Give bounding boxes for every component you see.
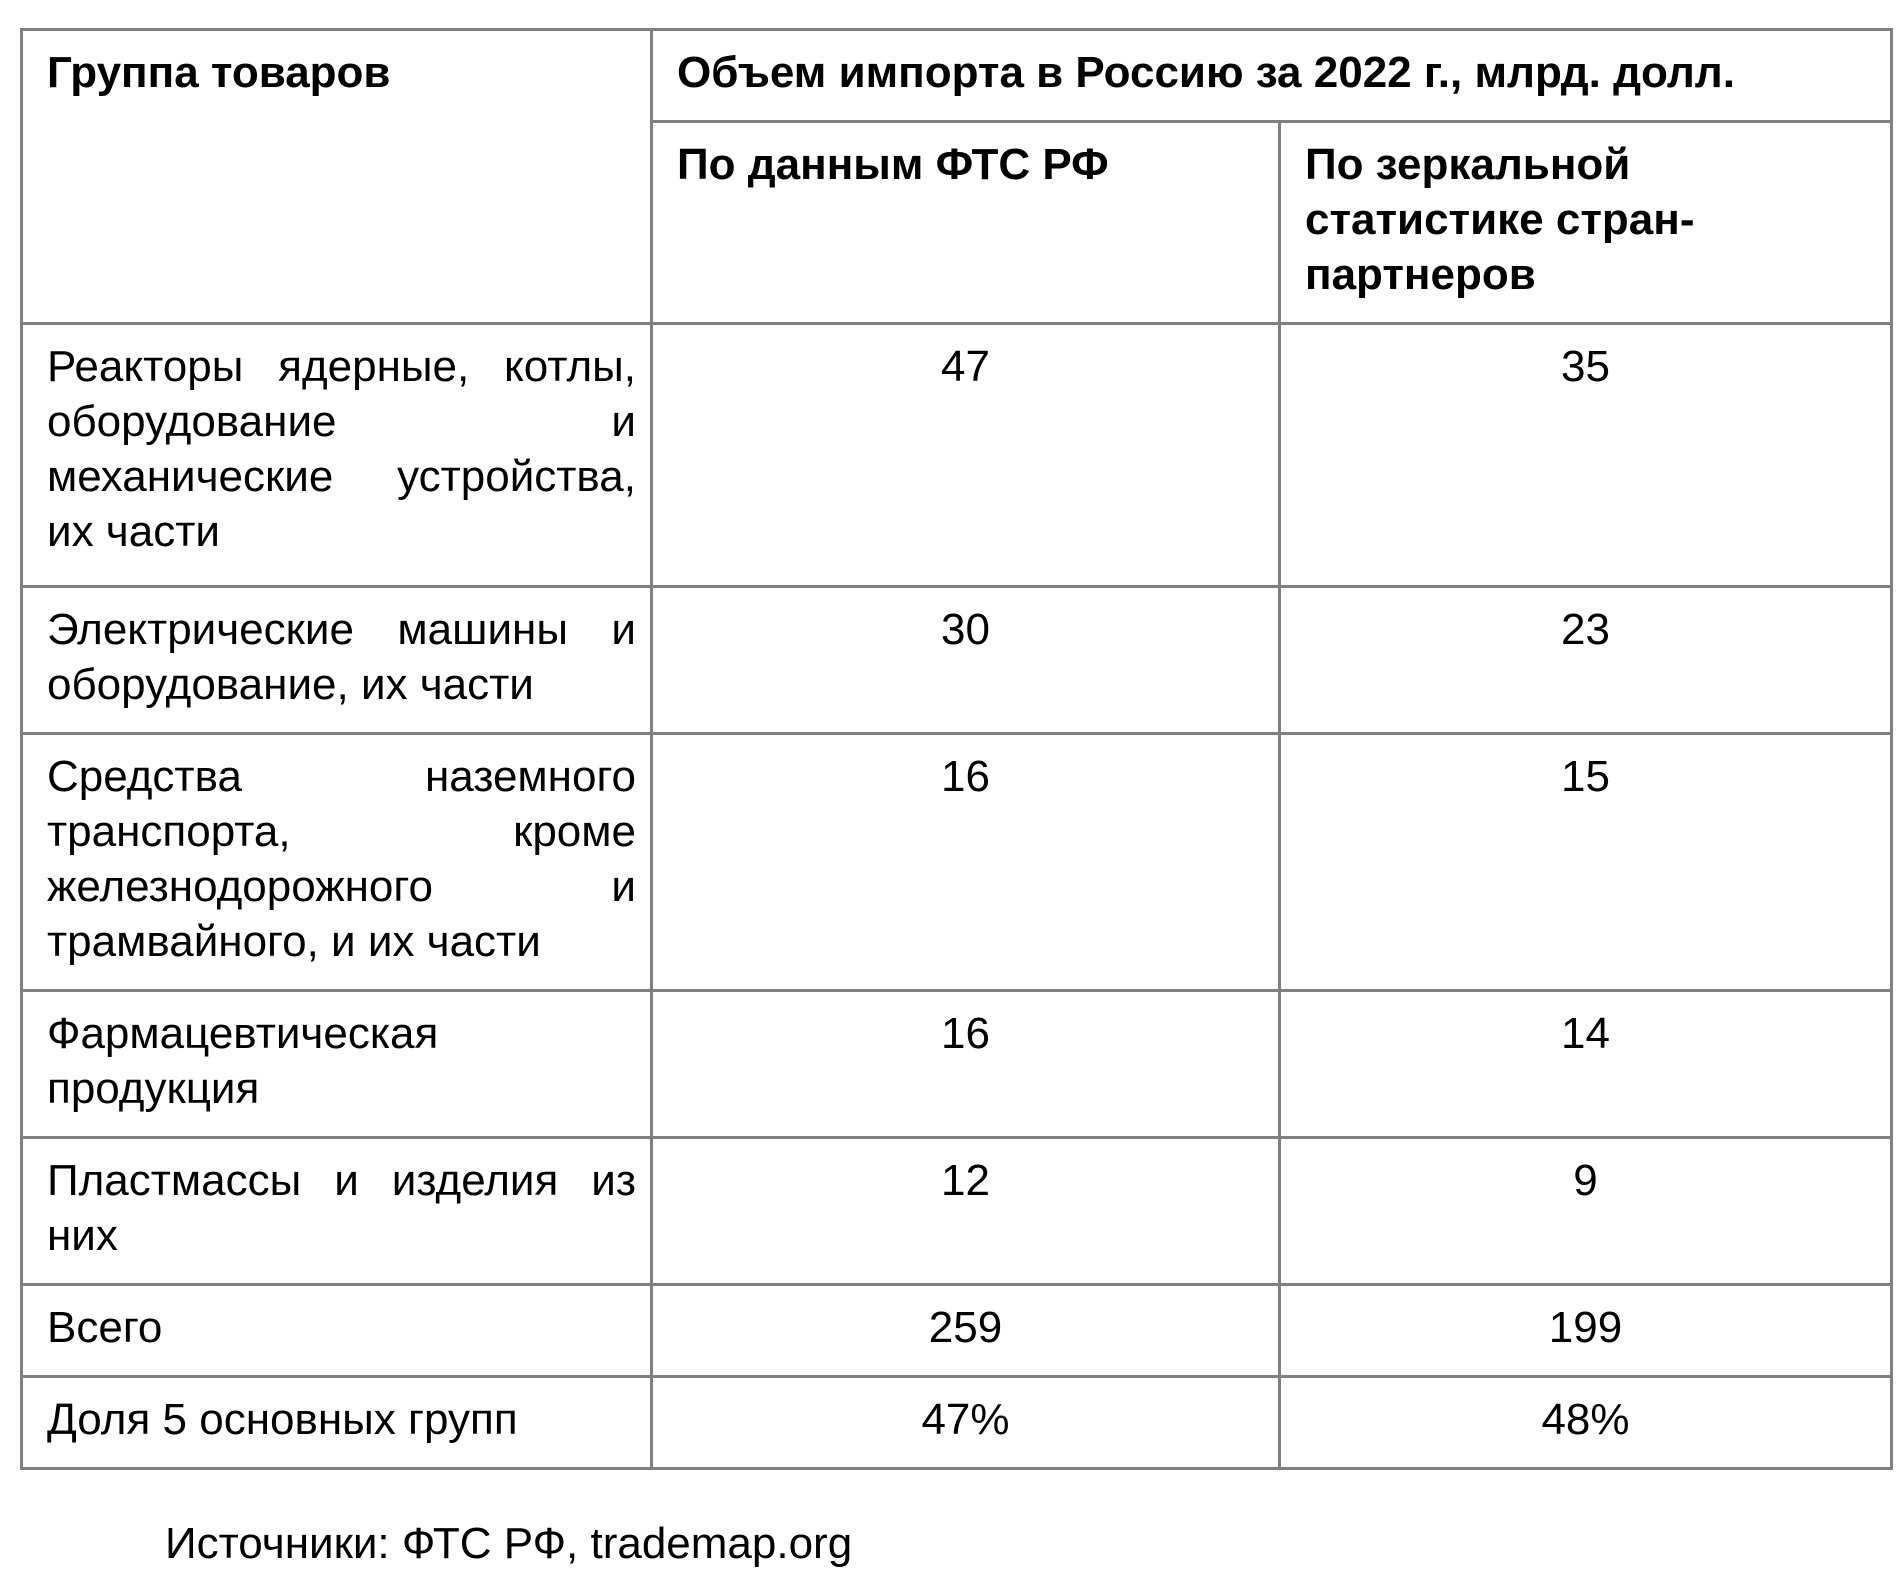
row-label: Фармацевтическая продукция (22, 991, 652, 1138)
row-label: Электрические машины и оборудование, их части (22, 587, 652, 734)
row-value-fts: 16 (652, 991, 1280, 1138)
row-label: Средства наземного транспорта, кроме железнодорожного и трамвайного, и их части (22, 734, 652, 991)
table-row-share (22, 1377, 1892, 1469)
row-value-fts: 30 (652, 587, 1280, 734)
table-row-total (22, 1285, 1892, 1377)
table-row (22, 324, 1892, 587)
row-value-mirror: 35 (1280, 324, 1892, 587)
row-label: Реакторы ядерные, котлы, оборудование и механические устройства, их части (22, 324, 652, 587)
row-label-share: Доля 5 основных групп (22, 1377, 652, 1469)
table-row (22, 587, 1892, 734)
header-cell-group-column: Группа товаров (22, 30, 652, 324)
table-row (22, 1138, 1892, 1285)
row-label: Пластмассы и изделия из них (22, 1138, 652, 1285)
row-label-total: Всего (22, 1285, 652, 1377)
header-cell-mirror: По зеркальной статистике стран-партнеров (1280, 122, 1892, 324)
table-header-row-top (22, 30, 1892, 122)
row-value-fts: 259 (652, 1285, 1280, 1377)
imports-table (20, 28, 1893, 1470)
row-value-fts: 16 (652, 734, 1280, 991)
row-value-mirror: 199 (1280, 1285, 1892, 1377)
row-value-mirror: 48% (1280, 1377, 1892, 1469)
sources-note: Источники: ФТС РФ, trademap.org (165, 1519, 853, 1568)
row-value-mirror: 9 (1280, 1138, 1892, 1285)
header-cell-import-volume: Объем импорта в Россию за 2022 г., млрд. долл. (652, 30, 1892, 122)
table-row (22, 991, 1892, 1138)
header-cell-fts: По данным ФТС РФ (652, 122, 1280, 324)
row-value-fts: 47% (652, 1377, 1280, 1469)
row-value-mirror: 23 (1280, 587, 1892, 734)
row-value-mirror: 15 (1280, 734, 1892, 991)
row-value-fts: 47 (652, 324, 1280, 587)
row-value-mirror: 14 (1280, 991, 1892, 1138)
row-value-fts: 12 (652, 1138, 1280, 1285)
table-row (22, 734, 1892, 991)
